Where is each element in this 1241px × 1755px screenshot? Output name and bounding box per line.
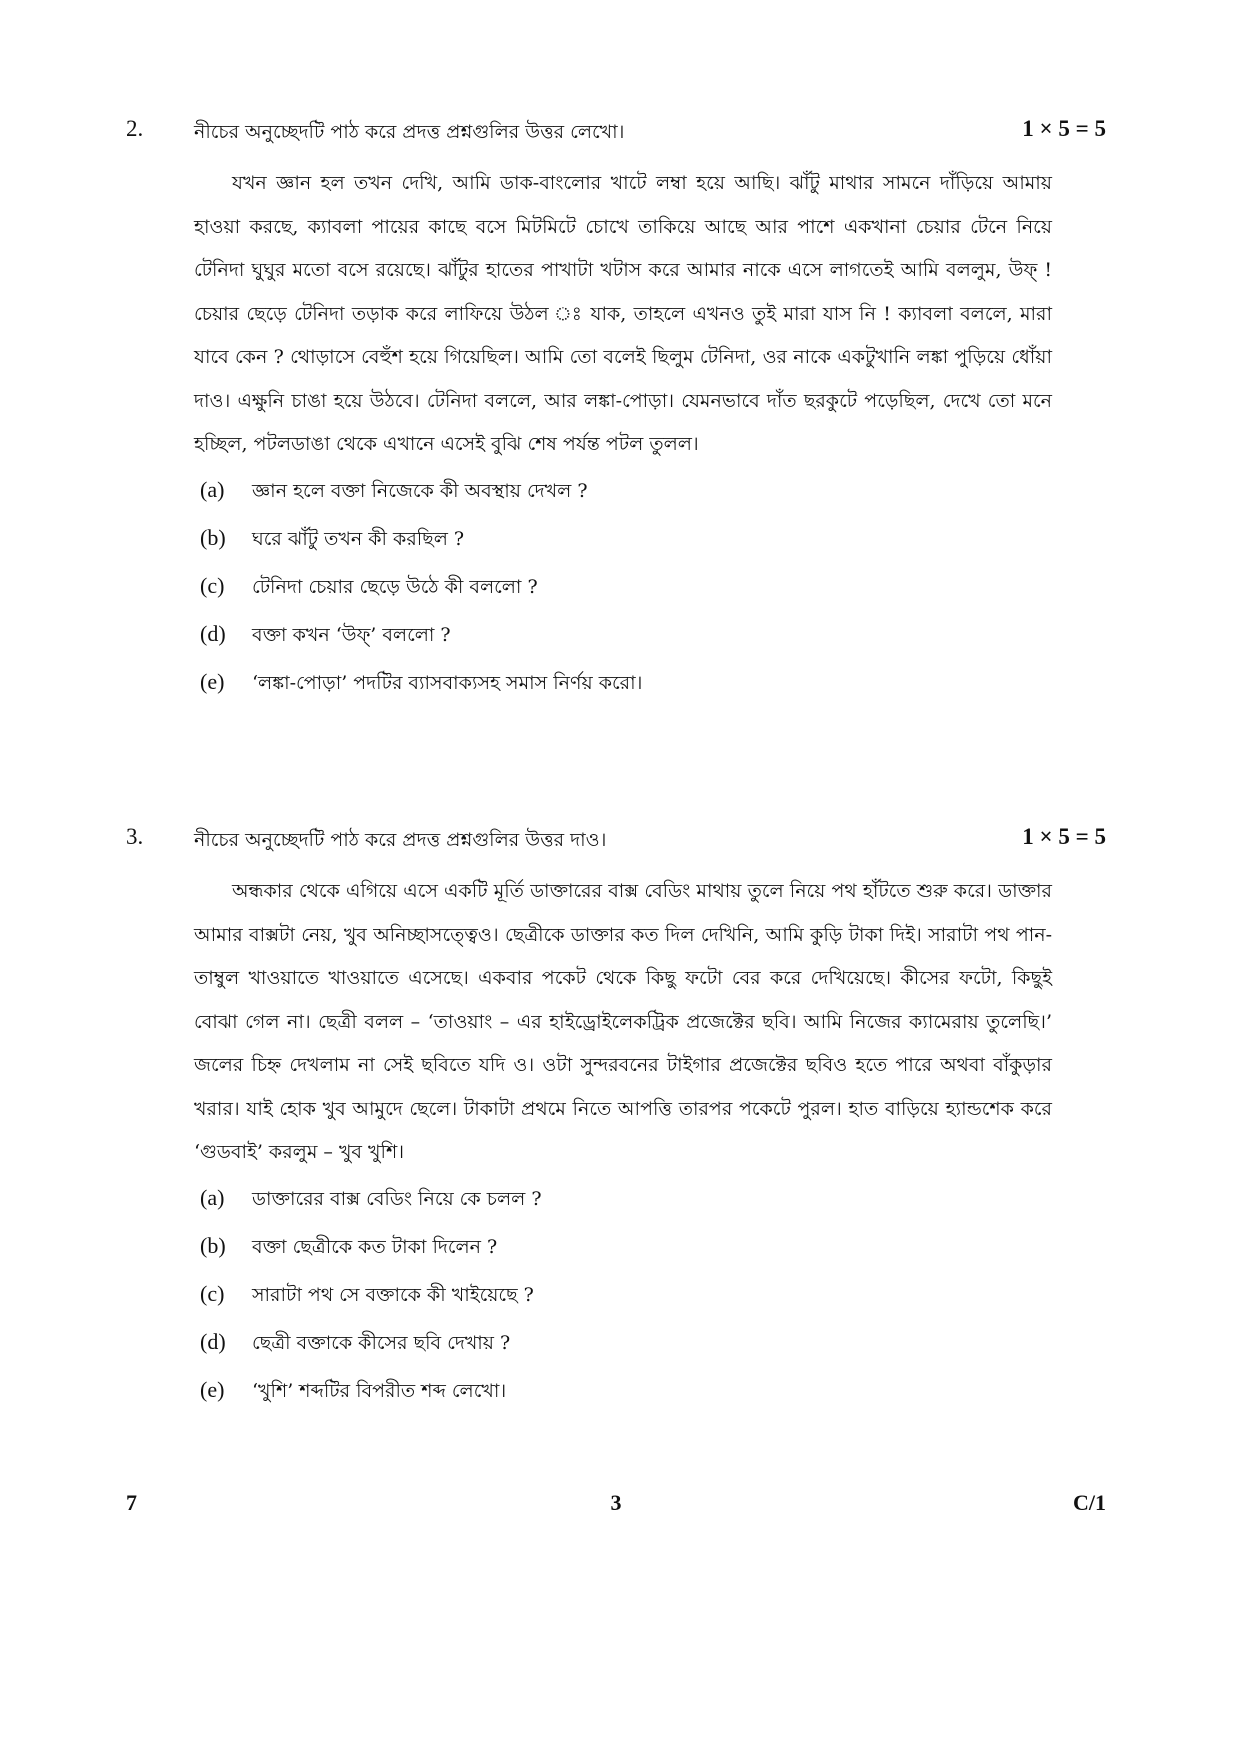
question-number: 2. xyxy=(126,116,144,141)
sub-question-text: ঘরে ঝাঁটু তখন কী করছিল ? xyxy=(252,527,465,550)
sub-question-label: (d) xyxy=(200,1328,226,1354)
paper-code: C/1 xyxy=(1073,1490,1106,1515)
sub-question-label: (a) xyxy=(200,476,225,502)
passage xyxy=(194,162,1052,467)
question-number: 3. xyxy=(126,824,144,849)
sub-question-text: বক্তা ছেত্রীকে কত টাকা দিলেন ? xyxy=(252,1235,498,1258)
sub-question xyxy=(200,665,1106,713)
question-3 xyxy=(126,824,1106,1421)
passage xyxy=(194,870,1052,1175)
sub-question xyxy=(200,617,1106,665)
sub-question xyxy=(200,569,1106,617)
sub-question xyxy=(200,521,1106,569)
sub-question-label: (b) xyxy=(200,524,226,550)
sub-question-text: জ্ঞান হলে বক্তা নিজেকে কী অবস্থায় দেখল ? xyxy=(252,479,588,502)
sub-question-list xyxy=(200,473,1106,713)
sub-question-text: ‘লঙ্কা-পোড়া’ পদটির ব্যাসবাক্যসহ সমাস নির্ণয় করো। xyxy=(252,671,643,694)
footer-left-code: 7 xyxy=(126,1490,137,1515)
sub-question-text: ছেত্রী বক্তাকে কীসের ছবি দেখায় ? xyxy=(252,1331,511,1354)
page-footer xyxy=(126,1490,1106,1520)
sub-question-label: (e) xyxy=(200,1376,225,1402)
sub-question-label: (d) xyxy=(200,620,226,646)
sub-question-label: (c) xyxy=(200,572,225,598)
question-instruction: নীচের অনুচ্ছেদটি পাঠ করে প্রদত্ত প্রশ্নগুলির উত্তর দাও। xyxy=(194,829,607,851)
page-number: 3 xyxy=(610,1490,622,1515)
sub-question-list xyxy=(200,1181,1106,1421)
sub-question-text: বক্তা কখন ‘উফ্’ বললো ? xyxy=(252,623,451,646)
passage-text: অন্ধকার থেকে এগিয়ে এসে একটি মূর্তি ডাক্তারের বাক্স বেডিং মাথায় তুলে নিয়ে পথ হাঁটতে শুরু করে। ডাক্তার আমার বাক্সটা নেয়, খুব অনিচ্ছাসত্ত্বেও। ছেত্রীকে ডাক্তার কত দিল দেখিনি, আমি কুড়ি টাকা দিই। সারাটা পথ পান-তাম্বুল খাওয়াতে খাওয়াতে এসেছে। একবার পকেট থেকে কিছু ফটো বের করে দেখিয়েছে। কীসের ফটো, কিছুই বোঝা গেল না। ছেত্রী বলল – ‘তাওয়াং – এর হাইড্রোইলেকট্রিক প্রজেক্টের ছবি। আমি নিজের ক্যামেরায় তুলেছি।’ জলের চিহ্ন দেখলাম না সেই ছবিতে যদি ও। ওটা সুন্দরবনের টাইগার প্রজেক্টের ছবিও হতে পারে অথবা বাঁকুড়ার খরার। যাই হোক খুব আমুদে ছেলে। টাকাটা প্রথমে নিতে আপত্তি তারপর পকেটে পুরল। হাত বাড়িয়ে হ্যান্ডশেক করে ‘গুডবাই’ করলুম – খুব খুশি। xyxy=(194,880,1052,1163)
question-2 xyxy=(126,116,1106,713)
sub-question xyxy=(200,473,1106,521)
sub-question-label: (a) xyxy=(200,1184,225,1210)
sub-question-label: (b) xyxy=(200,1232,226,1258)
sub-question xyxy=(200,1325,1106,1373)
question-header xyxy=(126,116,1106,150)
sub-question-text: টেনিদা চেয়ার ছেড়ে উঠে কী বললো ? xyxy=(252,575,538,598)
sub-question-text: ডাক্তারের বাক্স বেডিং নিয়ে কে চলল ? xyxy=(252,1187,542,1210)
sub-question-text: সারাটা পথ সে বক্তাকে কী খাইয়েছে ? xyxy=(252,1283,534,1306)
question-marks: 1 × 5 = 5 xyxy=(1022,116,1106,141)
question-instruction: নীচের অনুচ্ছেদটি পাঠ করে প্রদত্ত প্রশ্নগুলির উত্তর লেখো। xyxy=(194,121,625,143)
sub-question xyxy=(200,1373,1106,1421)
question-marks: 1 × 5 = 5 xyxy=(1022,824,1106,849)
sub-question xyxy=(200,1181,1106,1229)
passage-text: যখন জ্ঞান হল তখন দেখি, আমি ডাক-বাংলোর খাটে লম্বা হয়ে আছি। ঝাঁটু মাথার সামনে দাঁড়িয়ে আমায় হাওয়া করছে, ক্যাবলা পায়ের কাছে বসে মিটমিটে চোখে তাকিয়ে আছে আর পাশে একখানা চেয়ার টেনে নিয়ে টেনিদা ঘুঘুর মতো বসে রয়েছে। ঝাঁটুর হাতের পাখাটা খটাস করে আমার নাকে এসে লাগতেই আমি বললুম, উফ্ ! চেয়ার ছেড়ে টেনিদা তড়াক করে লাফিয়ে উঠল ঃ যাক, তাহলে এখনও তুই মারা যাস নি ! ক্যাবলা বললে, মারা যাবে কেন ? থোড়াসে বেহুঁশ হয়ে গিয়েছিল। আমি তো বলেই ছিলুম টেনিদা, ওর নাকে একটুখানি লঙ্কা পুড়িয়ে ধোঁয়া দাও। এক্ষুনি চাঙা হয়ে উঠবে। টেনিদা বললে, আর লঙ্কা-পোড়া। যেমনভাবে দাঁত ছরকুটে পড়েছিল, দেখে তো মনে হচ্ছিল, পটলডাঙা থেকে এখানে এসেই বুঝি শেষ পর্যন্ত পটল তুলল। xyxy=(194,172,1052,455)
question-header xyxy=(126,824,1106,858)
sub-question-label: (e) xyxy=(200,668,225,694)
sub-question xyxy=(200,1229,1106,1277)
sub-question-label: (c) xyxy=(200,1280,225,1306)
sub-question xyxy=(200,1277,1106,1325)
sub-question-text: ‘খুশি’ শব্দটির বিপরীত শব্দ লেখো। xyxy=(252,1379,507,1402)
